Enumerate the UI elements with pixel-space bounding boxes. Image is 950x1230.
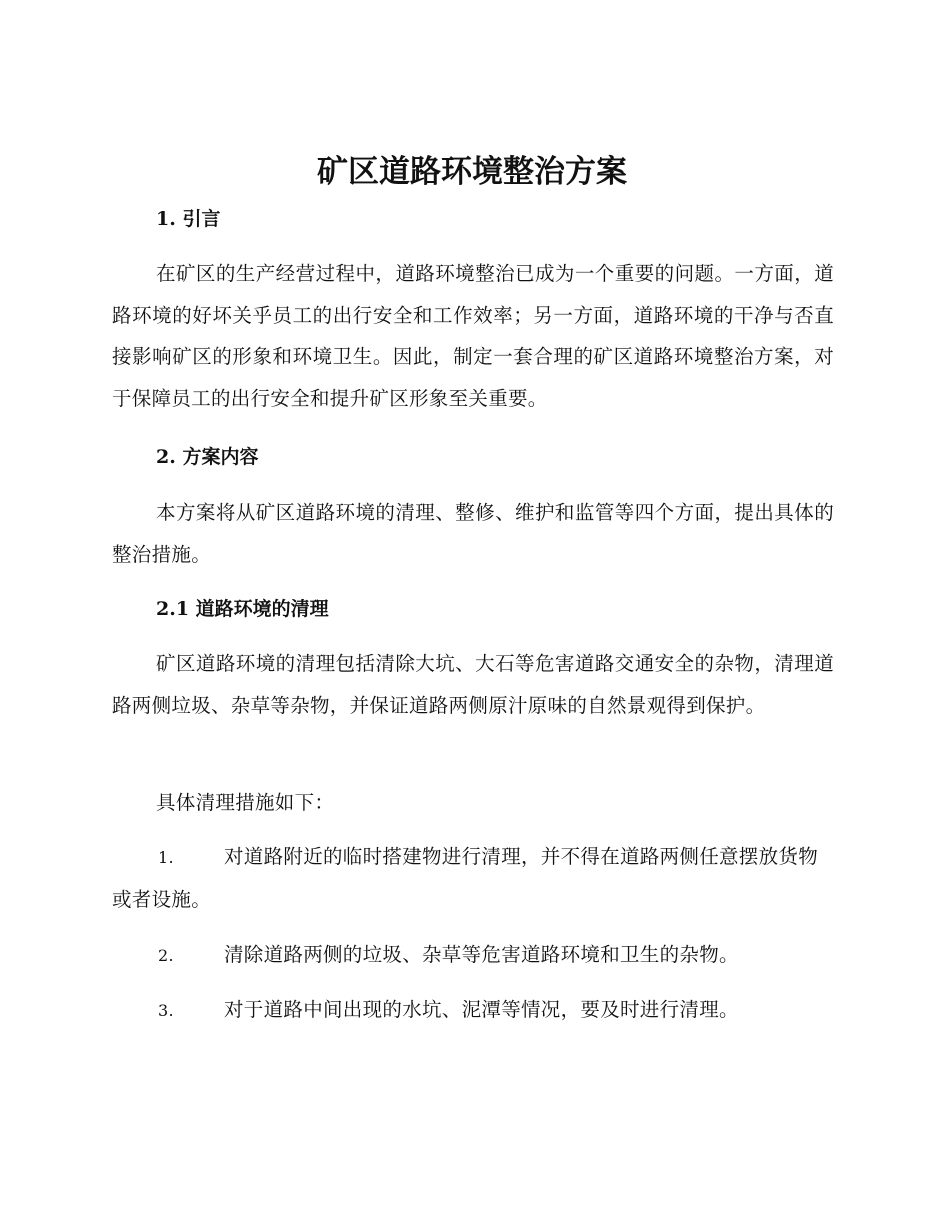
list-item-number: 3. [158, 1001, 174, 1020]
list-item [112, 989, 834, 1032]
content-paragraph: 本方案将从矿区道路环境的清理、整修、维护和监管等四个方面，提出具体的整治措施。 [112, 501, 834, 566]
section-heading-content: 2. 方案内容 [156, 446, 259, 468]
section-heading-cleanup: 2.1 道路环境的清理 [156, 598, 329, 620]
document-title: 矿区道路环境整治方案 [317, 154, 627, 190]
list-item [112, 836, 834, 920]
list-item [112, 934, 834, 977]
intro-paragraph: 在矿区的生产经营过程中，道路环境整治已成为一个重要的问题。一方面，道路环境的好坏关乎员工的出行安全和工作效率；另一方面，道路环境的干净与否直接影响矿区的形象和环境卫生。因此，制定一套合理的矿区道路环境整治方案，对于保障员工的出行安全和提升矿区形象至关重要。 [112, 262, 834, 410]
section-heading-intro: 1. 引言 [156, 208, 221, 230]
list-item-number: 2. [158, 946, 174, 965]
cleanup-measures-intro: 具体清理措施如下： [156, 791, 335, 814]
list-item-text: 清除道路两侧的垃圾、杂草等危害道路环境和卫生的杂物。 [224, 943, 739, 966]
list-item-text: 对道路附近的临时搭建物进行清理，并不得在道路两侧任意摆放货物或者设施。 [112, 845, 819, 911]
list-item-text: 对于道路中间出现的水坑、泥潭等情况，要及时进行清理。 [224, 998, 739, 1021]
list-item-number: 1. [158, 848, 174, 867]
cleanup-paragraph: 矿区道路环境的清理包括清除大坑、大石等危害道路交通安全的杂物，清理道路两侧垃圾、杂草等杂物，并保证道路两侧原汁原味的自然景观得到保护。 [112, 652, 834, 717]
